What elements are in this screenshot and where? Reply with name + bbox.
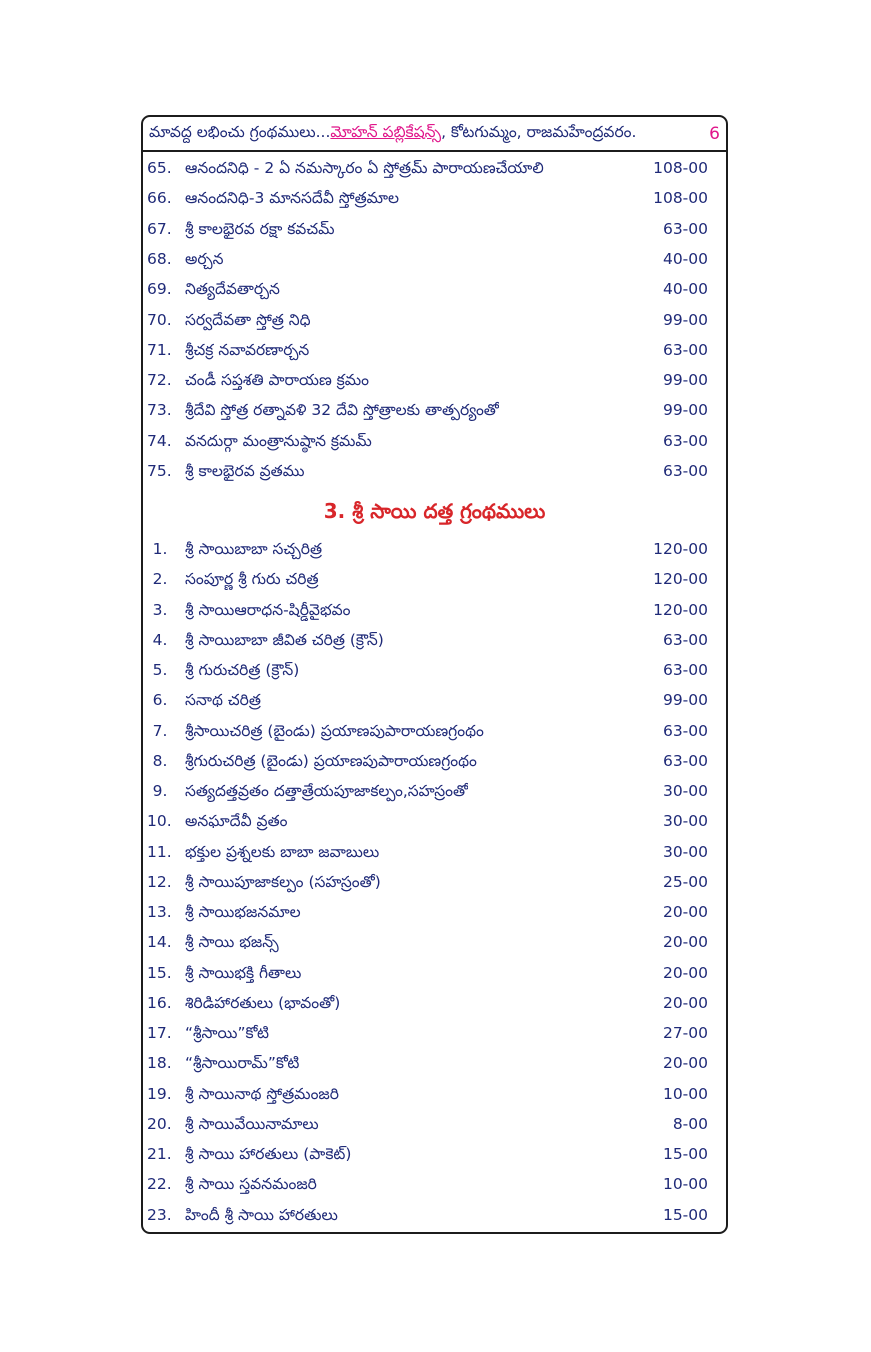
catalog-frame (141, 115, 728, 1234)
item-number: 2. (152, 570, 168, 589)
item-title: శ్రీ కాలభైరవ వ్రతము (185, 462, 305, 480)
item-number: 72. (147, 371, 172, 390)
item-number: 17. (147, 1024, 172, 1042)
item-price: 63-00 (662, 219, 708, 238)
header-location: , కోటగుమ్మం, రాజమహేంద్రవరం. (441, 122, 637, 141)
item-number: 10. (147, 812, 172, 831)
item-title: “శ్రీసాయి”కోటి (185, 1024, 269, 1042)
list-item (143, 927, 726, 957)
item-number: 15. (147, 963, 172, 982)
list-item (143, 897, 726, 927)
item-title: శ్రీ సాయి హారతులు (పాకెట్) (185, 1145, 352, 1163)
item-price: 20-00 (662, 1054, 708, 1073)
item-price: 63-00 (662, 721, 708, 740)
item-title: శ్రీ సాయివేయినామాలు (185, 1114, 319, 1133)
item-price: 99-00 (662, 691, 708, 710)
item-number: 69. (147, 280, 172, 299)
item-number: 1. (152, 540, 168, 558)
item-price: 108-00 (653, 189, 708, 208)
item-number: 65. (147, 159, 172, 177)
item-price: 15-00 (662, 1145, 708, 1163)
item-title: శ్రీ సాయిపూజాకల్పం (సహస్రంతో) (185, 872, 381, 891)
list-item (143, 746, 726, 776)
list-item (143, 595, 726, 625)
item-number: 14. (147, 933, 172, 952)
item-price: 63-00 (662, 462, 708, 480)
list-item (143, 837, 726, 867)
list-item (143, 716, 726, 746)
item-title: శ్రీ సాయిభక్తి గీతాలు (185, 963, 302, 982)
list-item (143, 958, 726, 988)
list-item (143, 305, 726, 335)
item-price: 20-00 (662, 963, 708, 982)
item-number: 75. (147, 462, 172, 480)
list-item (143, 655, 726, 685)
item-number: 70. (147, 310, 172, 329)
item-price: 99-00 (662, 401, 708, 420)
item-title: శ్రీ గురుచరిత్ర (క్రౌన్) (185, 661, 300, 679)
item-title: సనాథ చరిత్ర (185, 691, 261, 710)
item-title: సత్యదత్తవ్రతం దత్తాత్రేయపూజాకల్పం,సహస్రంతో (185, 782, 469, 800)
item-number: 23. (147, 1205, 172, 1224)
item-title: అనఘాదేవీ వ్రతం (185, 812, 288, 831)
item-number: 18. (147, 1054, 172, 1073)
item-price: 30-00 (662, 812, 708, 831)
item-price: 30-00 (662, 842, 708, 861)
item-title: శ్రీ సాయి భజన్స్ (185, 933, 279, 952)
item-price: 27-00 (662, 1024, 708, 1042)
item-title: భక్తుల ప్రశ్నలకు బాబా జవాబులు (185, 842, 380, 861)
item-title: ఆనందనిధి - 2 ఏ నమస్కారం ఏ స్తోత్రమ్ పారాయణచేయాలి (185, 159, 544, 177)
item-title: శ్రీ సాయిఆరాధన-షిర్డీవైభవం (185, 600, 351, 619)
item-number: 7. (152, 721, 168, 740)
list-item (143, 1109, 726, 1139)
item-price: 63-00 (662, 751, 708, 770)
page-header (143, 117, 726, 152)
item-title: శ్రీదేవి స్తోత్ర రత్నావళి 32 దేవి స్తోత్రాలకు తాత్పర్యంతో (185, 401, 499, 420)
item-number: 22. (147, 1175, 172, 1194)
item-number: 20. (147, 1114, 172, 1133)
item-price: 30-00 (662, 782, 708, 800)
item-price: 108-00 (653, 159, 708, 177)
item-number: 5. (152, 661, 168, 679)
item-price: 63-00 (662, 431, 708, 450)
item-number: 9. (152, 782, 168, 800)
item-number: 6. (152, 691, 168, 710)
list-item (143, 426, 726, 456)
item-number: 12. (147, 872, 172, 891)
item-title: శ్రీచక్ర నవావరణార్చన (185, 340, 310, 359)
item-price: 8-00 (672, 1114, 708, 1133)
item-title: సంపూర్ణ శ్రీ గురు చరిత్ర (185, 570, 319, 589)
item-number: 13. (147, 903, 172, 921)
item-price: 40-00 (662, 249, 708, 268)
list-item (143, 1169, 726, 1199)
item-number: 19. (147, 1084, 172, 1103)
list-item (143, 988, 726, 1018)
item-price: 10-00 (662, 1175, 708, 1194)
list-item (143, 183, 726, 213)
item-title: “శ్రీసాయిరామ్”కోటి (185, 1054, 300, 1073)
publisher-name: మోహన్ పబ్లికేషన్స్ (330, 122, 442, 141)
item-price: 20-00 (662, 933, 708, 952)
item-title: శ్రీ సాయిబాబా సచ్చరిత్ర (185, 540, 323, 558)
item-title: శ్రీ సాయినాథ స్తోత్రమంజరి (185, 1084, 339, 1103)
item-title: శ్రీ సాయిబాబా జీవిత చరిత్ర (క్రౌన్) (185, 630, 384, 649)
item-number: 16. (147, 993, 172, 1012)
item-number: 71. (147, 340, 172, 359)
list-item (143, 1048, 726, 1078)
list-item (143, 1139, 726, 1169)
list-item (143, 395, 726, 425)
item-price: 25-00 (662, 872, 708, 891)
list-item (143, 244, 726, 274)
item-title: నిత్యదేవతార్చన (185, 280, 280, 299)
list-item (143, 335, 726, 365)
item-price: 63-00 (662, 661, 708, 679)
list-item (143, 1018, 726, 1048)
item-number: 11. (147, 842, 172, 861)
item-title: అర్చన (185, 249, 224, 268)
item-number: 4. (152, 630, 168, 649)
item-number: 3. (152, 600, 168, 619)
list-item (143, 806, 726, 836)
item-number: 67. (147, 219, 172, 238)
list-item (143, 456, 726, 486)
item-price: 99-00 (662, 371, 708, 390)
item-title: శిరిడిహారతులు (భావంతో) (185, 993, 341, 1012)
list-item (143, 625, 726, 655)
list-item (143, 1200, 726, 1230)
item-title: సర్వదేవతా స్తోత్ర నిధి (185, 310, 311, 329)
item-price: 99-00 (662, 310, 708, 329)
page-number: 6 (709, 123, 720, 144)
item-price: 20-00 (662, 993, 708, 1012)
item-title: శ్రీ సాయిభజనమాల (185, 903, 301, 921)
item-price: 63-00 (662, 630, 708, 649)
list-item (143, 534, 726, 564)
section-title: 3. శ్రీ సాయి దత్త గ్రంథములు (323, 499, 546, 523)
item-price: 120-00 (653, 570, 708, 589)
item-title: చండీ సప్తశతి పారాయణ క్రమం (185, 371, 370, 390)
item-price: 120-00 (653, 540, 708, 558)
item-price: 20-00 (662, 903, 708, 921)
item-title: శ్రీసాయిచరిత్ర (బైండు) ప్రయాణపుపారాయణగ్రంథం (185, 721, 484, 740)
list-item (143, 153, 726, 183)
item-price: 63-00 (662, 340, 708, 359)
item-price: 10-00 (662, 1084, 708, 1103)
item-title: హిందీ శ్రీ సాయి హారతులు (185, 1205, 338, 1224)
item-number: 68. (147, 249, 172, 268)
item-price: 40-00 (662, 280, 708, 299)
item-title: వనదుర్గా మంత్రానుష్ఠాన క్రమమ్ (185, 431, 372, 450)
item-title: ఆనందనిధి-3 మానసదేవీ స్తోత్రమాల (185, 189, 400, 208)
item-title: శ్రీ కాలభైరవ రక్షా కవచమ్ (185, 219, 335, 238)
list-item (143, 1079, 726, 1109)
list-item (143, 685, 726, 715)
item-price: 120-00 (653, 600, 708, 619)
list-item (143, 867, 726, 897)
item-number: 8. (152, 751, 168, 770)
list-item (143, 564, 726, 594)
item-price: 15-00 (662, 1205, 708, 1224)
item-number: 73. (147, 401, 172, 420)
item-number: 21. (147, 1145, 172, 1163)
item-number: 66. (147, 189, 172, 208)
list-item (143, 214, 726, 244)
list-item (143, 365, 726, 395)
list-item (143, 776, 726, 806)
list-item (143, 274, 726, 304)
item-title: శ్రీగురుచరిత్ర (బైండు) ప్రయాణపుపారాయణగ్రంథం (185, 751, 477, 770)
header-text: మావద్ద లభించు గ్రంథములు... (149, 122, 331, 141)
item-title: శ్రీ సాయి స్తవనమంజరి (185, 1175, 317, 1194)
item-number: 74. (147, 431, 172, 450)
